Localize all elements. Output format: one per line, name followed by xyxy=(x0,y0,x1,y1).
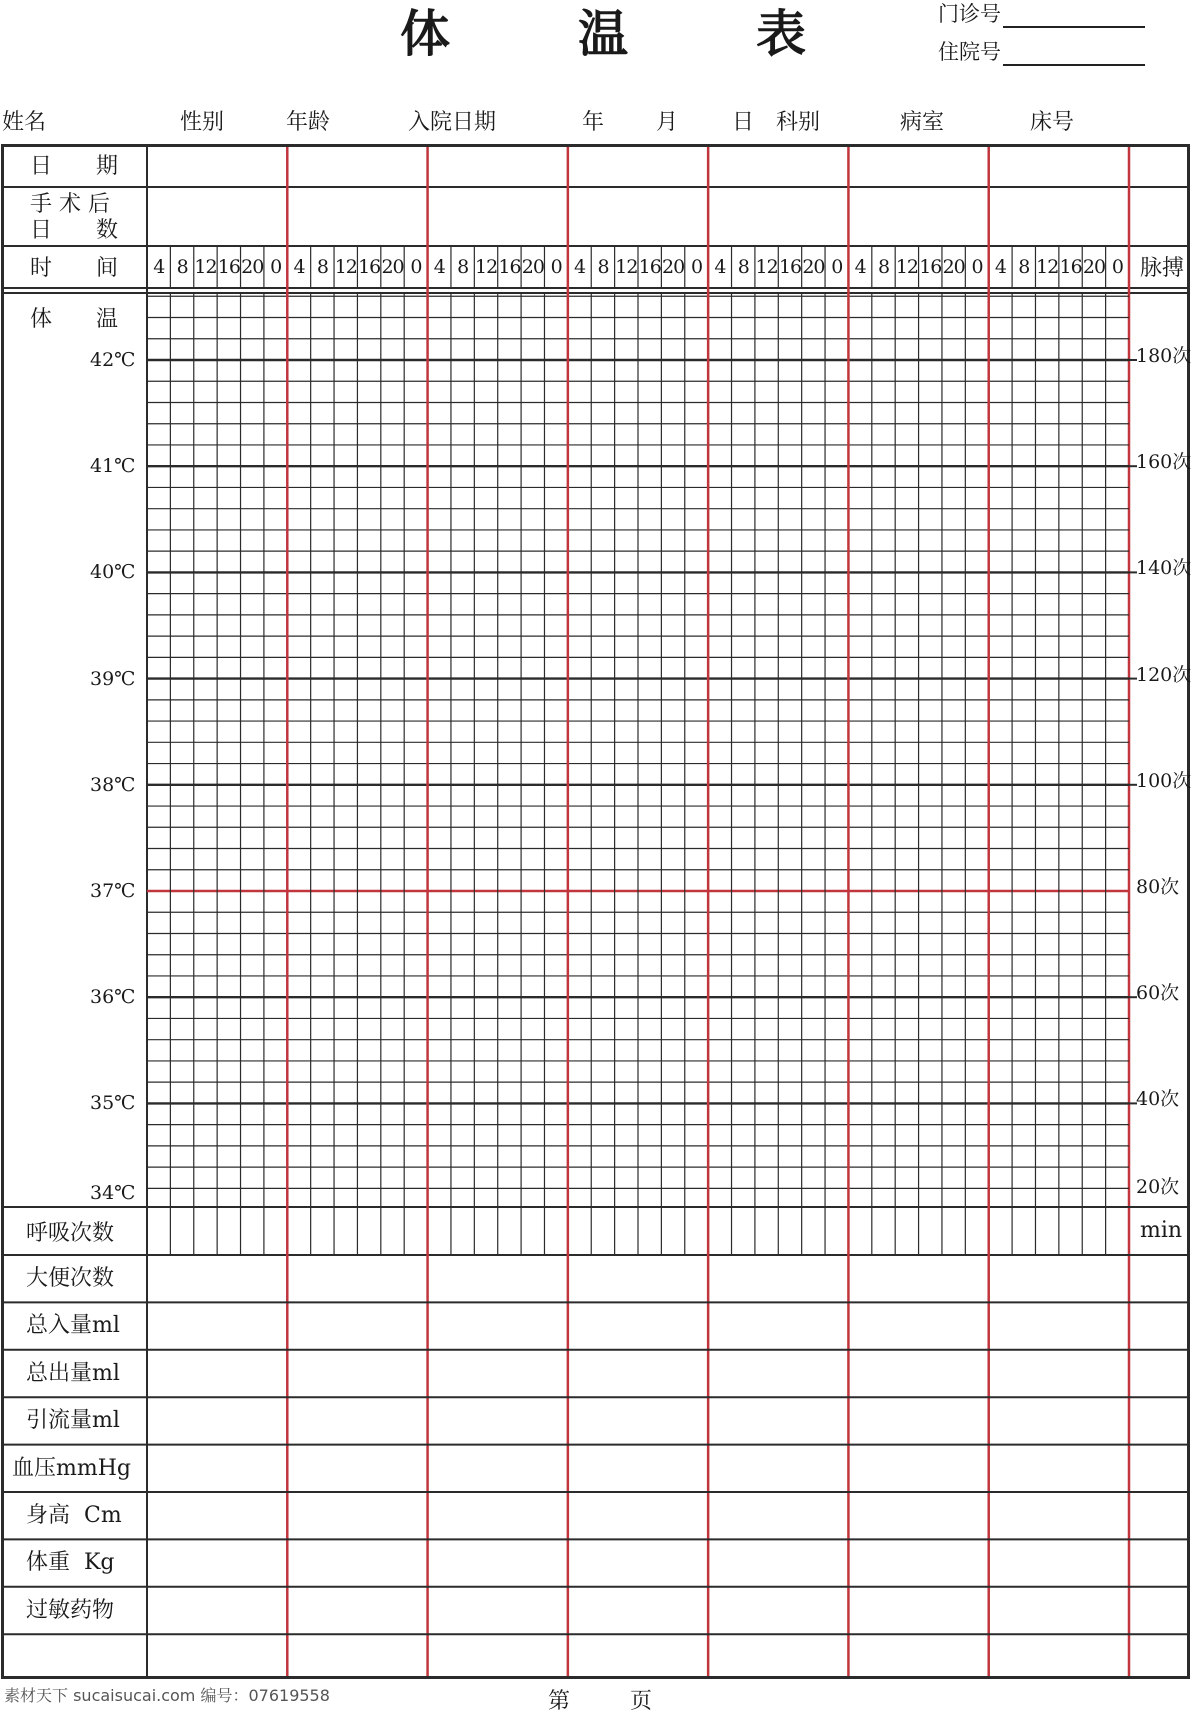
pulse-header: 脉搏 xyxy=(1140,256,1185,281)
hour-label: 8 xyxy=(176,256,188,278)
temperature-label: 42℃ xyxy=(90,349,136,371)
hour-label: 0 xyxy=(690,256,703,278)
temperature-label: 38℃ xyxy=(90,773,136,796)
hour-label: 16 xyxy=(358,256,381,278)
hour-label: 4 xyxy=(994,256,1006,278)
hour-label: 12 xyxy=(895,256,919,278)
pulse-label: 100次 xyxy=(1136,769,1192,792)
temperature-label: 41℃ xyxy=(90,455,136,478)
temperature-label: 36℃ xyxy=(90,986,136,1009)
info-admit-date: 入院日期 xyxy=(408,110,497,135)
time-row-label: 时 间 xyxy=(30,256,119,281)
hour-label: 20 xyxy=(1082,256,1106,278)
hour-label: 20 xyxy=(241,256,264,278)
hour-label: 0 xyxy=(971,256,983,278)
hour-label: 12 xyxy=(334,256,357,278)
hour-label: 0 xyxy=(410,256,422,278)
bottom-row-label: 总入量ml xyxy=(26,1313,120,1339)
info-month: 月 xyxy=(656,110,679,135)
hour-label: 4 xyxy=(574,256,586,278)
pulse-label: 20次 xyxy=(1136,1176,1180,1198)
pulse-label: 120次 xyxy=(1136,663,1192,686)
pulse-label: 60次 xyxy=(1136,982,1180,1005)
post-op-label-line1: 手 术 后 xyxy=(30,192,110,217)
hour-label: 8 xyxy=(1018,256,1030,278)
hour-label: 16 xyxy=(778,256,802,278)
hour-label: 8 xyxy=(457,256,469,278)
info-year: 年 xyxy=(582,110,605,135)
hour-label: 0 xyxy=(270,256,282,278)
hour-label: 4 xyxy=(433,256,445,278)
hour-label: 4 xyxy=(293,256,305,278)
hour-label: 16 xyxy=(1059,256,1082,278)
page-prefix: 第 xyxy=(548,1689,571,1714)
pulse-label: 180次 xyxy=(1136,345,1192,367)
bottom-row-label: 总出量ml xyxy=(26,1360,120,1386)
pulse-label: 140次 xyxy=(1136,557,1192,580)
hour-label: 12 xyxy=(194,256,217,278)
hour-label: 0 xyxy=(550,256,562,278)
form-frame xyxy=(1,144,1190,1679)
title-char-2: 温 xyxy=(578,4,628,63)
post-op-label-line2: 日 数 xyxy=(30,218,119,243)
hour-label: 12 xyxy=(755,256,778,278)
temperature-label: 35℃ xyxy=(90,1092,136,1115)
date-row-label: 日 期 xyxy=(30,154,119,179)
title-char-1: 体 xyxy=(400,4,450,63)
pulse-label: 40次 xyxy=(1136,1088,1180,1111)
info-ward: 病室 xyxy=(900,110,945,135)
hour-label: 4 xyxy=(153,256,165,278)
temperature-header: 体 温 xyxy=(30,307,119,332)
clinic-number-label: 门诊号 xyxy=(938,2,1001,26)
bottom-row-label: 血压mmHg xyxy=(12,1455,131,1481)
watermark: 素材天下 sucaisucai.com 编号：07619558 xyxy=(4,1686,330,1705)
bottom-row-label: 过敏药物 xyxy=(26,1597,115,1623)
hour-label: 8 xyxy=(316,256,328,278)
hour-label: 20 xyxy=(942,256,965,278)
temperature-label: 37℃ xyxy=(90,880,136,902)
hour-label: 20 xyxy=(802,256,825,278)
temperature-label: 40℃ xyxy=(90,561,136,584)
hour-label: 16 xyxy=(498,256,521,278)
hour-label: 0 xyxy=(831,256,843,278)
respiration-label: 呼吸次数 xyxy=(26,1221,115,1246)
bottom-row-label: 大便次数 xyxy=(26,1266,115,1291)
inpatient-number-label: 住院号 xyxy=(938,40,1001,64)
title-char-3: 表 xyxy=(756,4,806,63)
bottom-row-label: 体重 Kg xyxy=(26,1550,115,1576)
pulse-label: 160次 xyxy=(1136,451,1192,474)
info-bed: 床号 xyxy=(1030,110,1075,135)
hour-label: 16 xyxy=(919,256,942,278)
hour-label: 20 xyxy=(381,256,404,278)
hour-label: 20 xyxy=(521,256,544,278)
hour-label: 16 xyxy=(217,256,240,278)
hour-label: 12 xyxy=(1036,256,1059,278)
hour-label: 20 xyxy=(662,256,685,278)
pulse-label: 80次 xyxy=(1136,876,1180,898)
temperature-label: 34℃ xyxy=(90,1182,136,1204)
bottom-row-label: 身高 Cm xyxy=(26,1503,122,1528)
info-day: 日 xyxy=(732,110,755,135)
temperature-label: 39℃ xyxy=(90,667,136,690)
hour-label: 12 xyxy=(474,256,498,278)
info-sex: 性别 xyxy=(180,110,225,135)
hour-label: 4 xyxy=(714,256,726,278)
info-age: 年龄 xyxy=(286,110,331,135)
page-suffix: 页 xyxy=(630,1689,653,1714)
hour-label: 8 xyxy=(878,256,890,278)
hour-label: 12 xyxy=(615,256,638,278)
hour-label: 8 xyxy=(597,256,609,278)
hour-label: 4 xyxy=(854,256,866,278)
respiration-unit: min xyxy=(1140,1218,1183,1243)
hour-label: 16 xyxy=(638,256,661,278)
info-name: 姓名 xyxy=(2,110,47,135)
bottom-row-label: 引流量ml xyxy=(26,1408,120,1434)
hour-label: 0 xyxy=(1111,256,1123,278)
hour-label: 8 xyxy=(737,256,749,278)
info-department: 科别 xyxy=(776,110,821,135)
